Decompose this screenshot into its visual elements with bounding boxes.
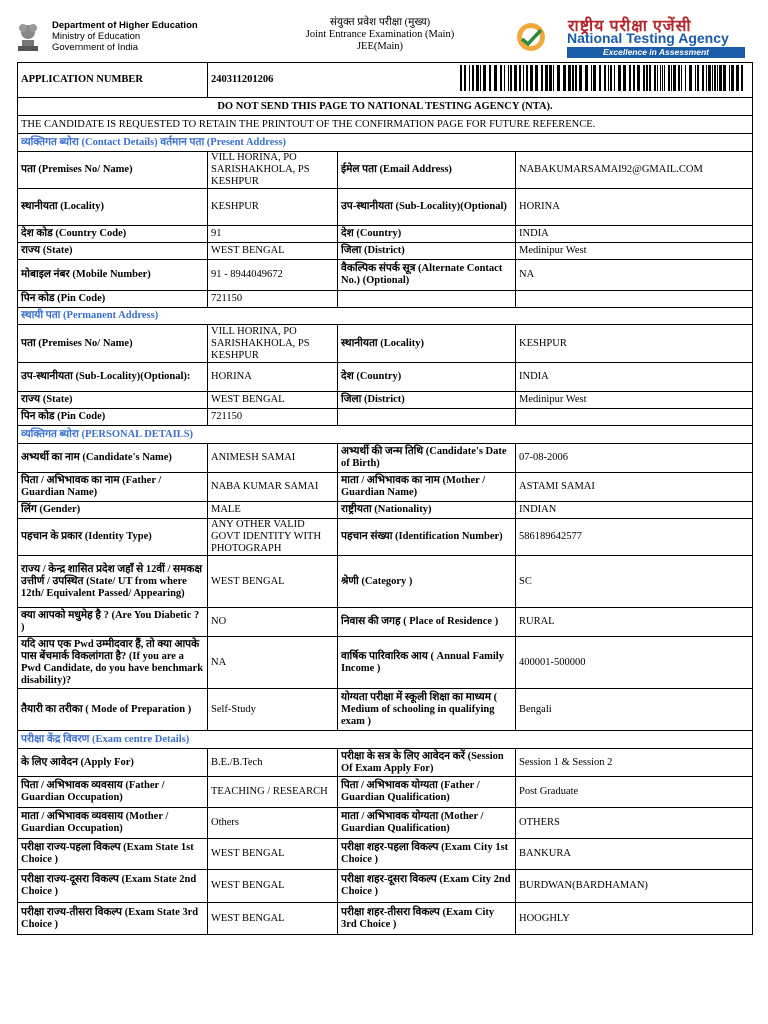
field-label: पहचान संख्या (Identification Number) (338, 519, 516, 556)
barcode-bar (530, 65, 533, 91)
barcode-bar (541, 65, 543, 91)
field-value: NA (208, 637, 338, 689)
barcode-bar (476, 65, 479, 91)
field-value: OTHERS (516, 808, 753, 839)
field-value: Session 1 & Session 2 (516, 749, 753, 777)
field-value: 07-08-2006 (516, 444, 753, 473)
table-row (18, 749, 753, 777)
field-label: यदि आप एक Pwd उम्मीदवार हैं, तो क्या आपके पास बेंचमार्क विकलांगता है? (If you are a Pwd Candidate, do you have benchmark disability)? (18, 637, 208, 689)
barcode-bar (572, 65, 574, 91)
field-value: INDIAN (516, 502, 753, 519)
barcode-bar (681, 65, 682, 91)
field-value: WEST BENGAL (208, 839, 338, 870)
retain-notice: THE CANDIDATE IS REQUESTED TO RETAIN THE PRINTOUT OF THE CONFIRMATION PAGE FOR FUTURE REFERENCE. (18, 116, 753, 134)
barcode-bar (646, 65, 648, 91)
field-value: WEST BENGAL (208, 870, 338, 903)
exam-short-title: JEE(Main) (356, 41, 404, 52)
barcode-bar (643, 65, 645, 91)
field-value: Bengali (516, 689, 753, 731)
field-value: WEST BENGAL (208, 556, 338, 608)
field-value (516, 291, 753, 308)
barcode-bar (557, 65, 560, 91)
barcode-bar (563, 65, 566, 91)
field-label: परीक्षा शहर-तीसरा विकल्प (Exam City 3rd Choice ) (338, 903, 516, 935)
barcode-bar (654, 65, 656, 91)
field-label: योग्यता परीक्षा में स्कूली शिक्षा का माध्यम ( Medium of schooling in qualifying exam ) (338, 689, 516, 731)
section-title-permanent: स्थायी पता (Permanent Address) (18, 308, 753, 325)
barcode-bar (614, 65, 615, 91)
field-value: RURAL (516, 608, 753, 637)
barcode-bar (535, 65, 538, 91)
field-label: तैयारी का तरीका ( Mode of Preparation ) (18, 689, 208, 731)
section-title-present: व्यक्तिगत ब्योरा (Contact Details) वर्तमान पता (Present Address) (18, 134, 753, 152)
field-value: 91 - 8944049672 (208, 260, 338, 291)
field-value: NABAKUMARSAMAI92@GMAIL.COM (516, 152, 753, 189)
table-row (18, 808, 753, 839)
field-label: माता / अभिभावक योग्यता (Mother / Guardian Qualification) (338, 808, 516, 839)
field-label: पता (Premises No/ Name) (18, 325, 208, 363)
table-row (18, 870, 753, 903)
field-value: HORINA (208, 363, 338, 392)
field-label: ईमेल पता (Email Address) (338, 152, 516, 189)
barcode-bar (483, 65, 486, 91)
field-label: पता (Premises No/ Name) (18, 152, 208, 189)
field-label: राज्य (State) (18, 243, 208, 260)
barcode-bar (697, 65, 699, 91)
barcode-bar (671, 65, 672, 91)
barcode-bar (731, 65, 734, 91)
table-row (18, 363, 753, 392)
application-number-row (18, 63, 753, 98)
field-value: HORINA (516, 189, 753, 226)
barcode-bar (469, 65, 470, 91)
field-label: वैकल्पिक संपर्क सूत्र (Alternate Contact No.) (Optional) (338, 260, 516, 291)
barcode-bar (717, 65, 718, 91)
barcode-bar (708, 65, 711, 91)
barcode-bar (706, 65, 707, 91)
field-label: देश (Country) (338, 363, 516, 392)
barcode-bar (504, 65, 505, 91)
barcode-bar (494, 65, 497, 91)
table-row (18, 502, 753, 519)
table-row (18, 226, 753, 243)
barcode-bar (695, 65, 696, 91)
barcode-bar (460, 65, 462, 91)
field-value: 721150 (208, 409, 338, 426)
barcode-bar (599, 65, 601, 91)
field-value: ANY OTHER VALID GOVT IDENTITY WITH PHOTOGRAPH (208, 519, 338, 556)
retain-row (18, 116, 753, 134)
field-label: देश कोड (Country Code) (18, 226, 208, 243)
table-row (18, 519, 753, 556)
barcode-bar (729, 65, 730, 91)
table-row (18, 243, 753, 260)
table-row (18, 839, 753, 870)
field-value: 91 (208, 226, 338, 243)
barcode-bar (508, 65, 509, 91)
field-label: परीक्षा राज्य-तीसरा विकल्प (Exam State 3rd Choice ) (18, 903, 208, 935)
barcode-bar (723, 65, 726, 91)
department-name: Department of Higher Education (52, 20, 198, 31)
barcode-bar (545, 65, 548, 91)
field-label: अभ्यर्थी का नाम (Candidate's Name) (18, 444, 208, 473)
field-value: 400001-500000 (516, 637, 753, 689)
barcode-bar (553, 65, 554, 91)
section-title-personal: व्यक्तिगत ब्योरा (PERSONAL DETAILS) (18, 426, 753, 444)
barcode-bar (657, 65, 658, 91)
table-row (18, 637, 753, 689)
exam-title-block (250, 17, 510, 53)
barcode-bar (678, 65, 680, 91)
table-row (18, 777, 753, 808)
barcode-bar (593, 65, 596, 91)
barcode-bar (608, 65, 609, 91)
field-label: पिता / अभिभावक व्यवसाय (Father / Guardian Occupation) (18, 777, 208, 808)
table-row (18, 903, 753, 935)
field-label: स्थानीयता (Locality) (18, 189, 208, 226)
field-value: HOOGHLY (516, 903, 753, 935)
field-value: Post Graduate (516, 777, 753, 808)
barcode-bar (480, 65, 481, 91)
barcode-bar (472, 65, 474, 91)
field-label: अभ्यर्थी की जन्म तिथि (Candidate's Date of Birth) (338, 444, 516, 473)
table-row (18, 689, 753, 731)
barcode-bar (579, 65, 582, 91)
field-label: पिता / अभिभावक का नाम (Father / Guardian Name) (18, 473, 208, 502)
section-title-row-permanent (18, 308, 753, 325)
field-value: NA (516, 260, 753, 291)
section-title-row-exam (18, 731, 753, 749)
field-label (338, 409, 516, 426)
table-row (18, 325, 753, 363)
barcode-bar (685, 65, 686, 91)
field-label: उप-स्थानीयता (Sub-Locality)(Optional): (18, 363, 208, 392)
field-value: MALE (208, 502, 338, 519)
field-value: WEST BENGAL (208, 392, 338, 409)
field-label: माता / अभिभावक का नाम (Mother / Guardian Name) (338, 473, 516, 502)
barcode-bar (633, 65, 635, 91)
field-label: परीक्षा शहर-पहला विकल्प (Exam City 1st Choice ) (338, 839, 516, 870)
barcode-bar (736, 65, 739, 91)
field-label: जिला (District) (338, 243, 516, 260)
field-label: श्रेणी (Category ) (338, 556, 516, 608)
barcode-bar (629, 65, 631, 91)
nta-logo-icon (516, 22, 546, 52)
field-value: Medinipur West (516, 392, 753, 409)
field-label: के लिए आवेदन (Apply For) (18, 749, 208, 777)
barcode-bar (741, 65, 743, 91)
barcode-bar (591, 65, 592, 91)
field-value: BURDWAN(BARDHAMAN) (516, 870, 753, 903)
field-label: वार्षिक पारिवारिक आय ( Annual Family Income ) (338, 637, 516, 689)
table-row (18, 189, 753, 226)
field-value: 586189642577 (516, 519, 753, 556)
exam-title: Joint Entrance Examination (Main) (305, 29, 455, 40)
barcode-bar (623, 65, 626, 91)
ministry-name: Ministry of Education (52, 31, 141, 42)
barcode-bar (526, 65, 528, 91)
field-label: मोबाइल नंबर (Mobile Number) (18, 260, 208, 291)
field-value: VILL HORINA, PO SARISHAKHOLA, PS KESHPUR (208, 325, 338, 363)
field-label: पिता / अभिभावक योग्यता (Father / Guardian Qualification) (338, 777, 516, 808)
field-value: KESHPUR (516, 325, 753, 363)
barcode-bar (510, 65, 512, 91)
barcode-bar (519, 65, 521, 91)
field-value: WEST BENGAL (208, 243, 338, 260)
table-row (18, 556, 753, 608)
field-label: परीक्षा के सत्र के लिए आवेदन करें (Session Of Exam Apply For) (338, 749, 516, 777)
field-value: Others (208, 808, 338, 839)
barcode-bar (649, 65, 651, 91)
barcode-bar (660, 65, 661, 91)
barcode-bar (637, 65, 640, 91)
barcode-bar (568, 65, 571, 91)
barcode-bar (610, 65, 612, 91)
field-value: NO (208, 608, 338, 637)
table-row (18, 409, 753, 426)
field-label: पिन कोड (Pin Code) (18, 409, 208, 426)
notice-row (18, 98, 753, 116)
barcode-bar (664, 65, 665, 91)
field-value: Medinipur West (516, 243, 753, 260)
section-title-row-personal (18, 426, 753, 444)
field-value: SC (516, 556, 753, 608)
barcode-bar (549, 65, 552, 91)
barcode-bar (585, 65, 588, 91)
nta-name-hindi: राष्ट्रीय परीक्षा एजेंसी (568, 18, 692, 35)
field-value: BANKURA (516, 839, 753, 870)
field-label: माता / अभिभावक व्यवसाय (Mother / Guardian Occupation) (18, 808, 208, 839)
barcode-bar (702, 65, 704, 91)
barcode-bar (673, 65, 676, 91)
field-label: राष्ट्रीयता (Nationality) (338, 502, 516, 519)
field-label: पहचान के प्रकार (Identity Type) (18, 519, 208, 556)
field-label (338, 291, 516, 308)
table-row (18, 291, 753, 308)
field-label: पिन कोड (Pin Code) (18, 291, 208, 308)
application-number-value: 240311201206 (208, 63, 338, 98)
page-header (0, 0, 768, 62)
do-not-send-notice: DO NOT SEND THIS PAGE TO NATIONAL TESTING AGENCY (NTA). (18, 98, 753, 116)
field-value: NABA KUMAR SAMAI (208, 473, 338, 502)
department-block (52, 20, 198, 53)
field-value: 721150 (208, 291, 338, 308)
barcode-bar (500, 65, 502, 91)
field-value: ANIMESH SAMAI (208, 444, 338, 473)
field-value: INDIA (516, 363, 753, 392)
barcode-bar (668, 65, 670, 91)
table-row (18, 444, 753, 473)
field-value: Self-Study (208, 689, 338, 731)
barcode-bar (489, 65, 491, 91)
field-label: राज्य / केन्द्र शासित प्रदेश जहाँ से 12वीं / समकक्ष उत्तीर्ण / उपस्थित (State/ UT from where 12th/ Equivalent Passed/ Appearing) (18, 556, 208, 608)
field-label: स्थानीयता (Locality) (338, 325, 516, 363)
field-value: WEST BENGAL (208, 903, 338, 935)
table-row (18, 152, 753, 189)
field-label: लिंग (Gender) (18, 502, 208, 519)
field-label: परीक्षा शहर-दूसरा विकल्प (Exam City 2nd Choice ) (338, 870, 516, 903)
barcode-bar (712, 65, 713, 91)
field-value: VILL HORINA, PO SARISHAKHOLA, PS KESHPUR (208, 152, 338, 189)
field-value (516, 409, 753, 426)
national-emblem-icon (16, 18, 40, 54)
table-row (18, 608, 753, 637)
field-label: क्या आपको मधुमेह है ? (Are You Diabetic ? ) (18, 608, 208, 637)
exam-title-hindi: संयुक्त प्रवेश परीक्षा (मुख्य) (329, 17, 431, 28)
government-name: Government of India (52, 42, 139, 53)
nta-name: National Testing Agency (567, 30, 729, 46)
field-value: TEACHING / RESEARCH (208, 777, 338, 808)
barcode-bar (464, 65, 466, 91)
barcode-bar (662, 65, 663, 91)
table-row (18, 260, 753, 291)
application-number-label: APPLICATION NUMBER (18, 63, 208, 98)
field-value: INDIA (516, 226, 753, 243)
barcode-bar (689, 65, 692, 91)
field-label: निवास की जगह ( Place of Residence ) (338, 608, 516, 637)
table-row (18, 473, 753, 502)
barcode (458, 65, 748, 91)
section-title-row-present (18, 134, 753, 152)
barcode-bar (575, 65, 577, 91)
field-label: परीक्षा राज्य-दूसरा विकल्प (Exam State 2nd Choice ) (18, 870, 208, 903)
nta-tagline: Excellence in Assessment (567, 47, 745, 58)
barcode-bar (514, 65, 517, 91)
barcode-bar (719, 65, 722, 91)
barcode-bar (618, 65, 621, 91)
barcode-cell (338, 63, 753, 98)
field-value: ASTAMI SAMAI (516, 473, 753, 502)
confirmation-table (17, 62, 753, 935)
table-row (18, 392, 753, 409)
barcode-bar (714, 65, 716, 91)
field-label: उप-स्थानीयता (Sub-Locality)(Optional) (338, 189, 516, 226)
field-label: परीक्षा राज्य-पहला विकल्प (Exam State 1st Choice ) (18, 839, 208, 870)
barcode-bar (604, 65, 606, 91)
field-value: B.E./B.Tech (208, 749, 338, 777)
field-label: जिला (District) (338, 392, 516, 409)
barcode-bar (523, 65, 524, 91)
field-value: KESHPUR (208, 189, 338, 226)
field-label: देश (Country) (338, 226, 516, 243)
section-title-exam: परीक्षा केंद्र विवरण (Exam centre Details) (18, 731, 753, 749)
field-label: राज्य (State) (18, 392, 208, 409)
